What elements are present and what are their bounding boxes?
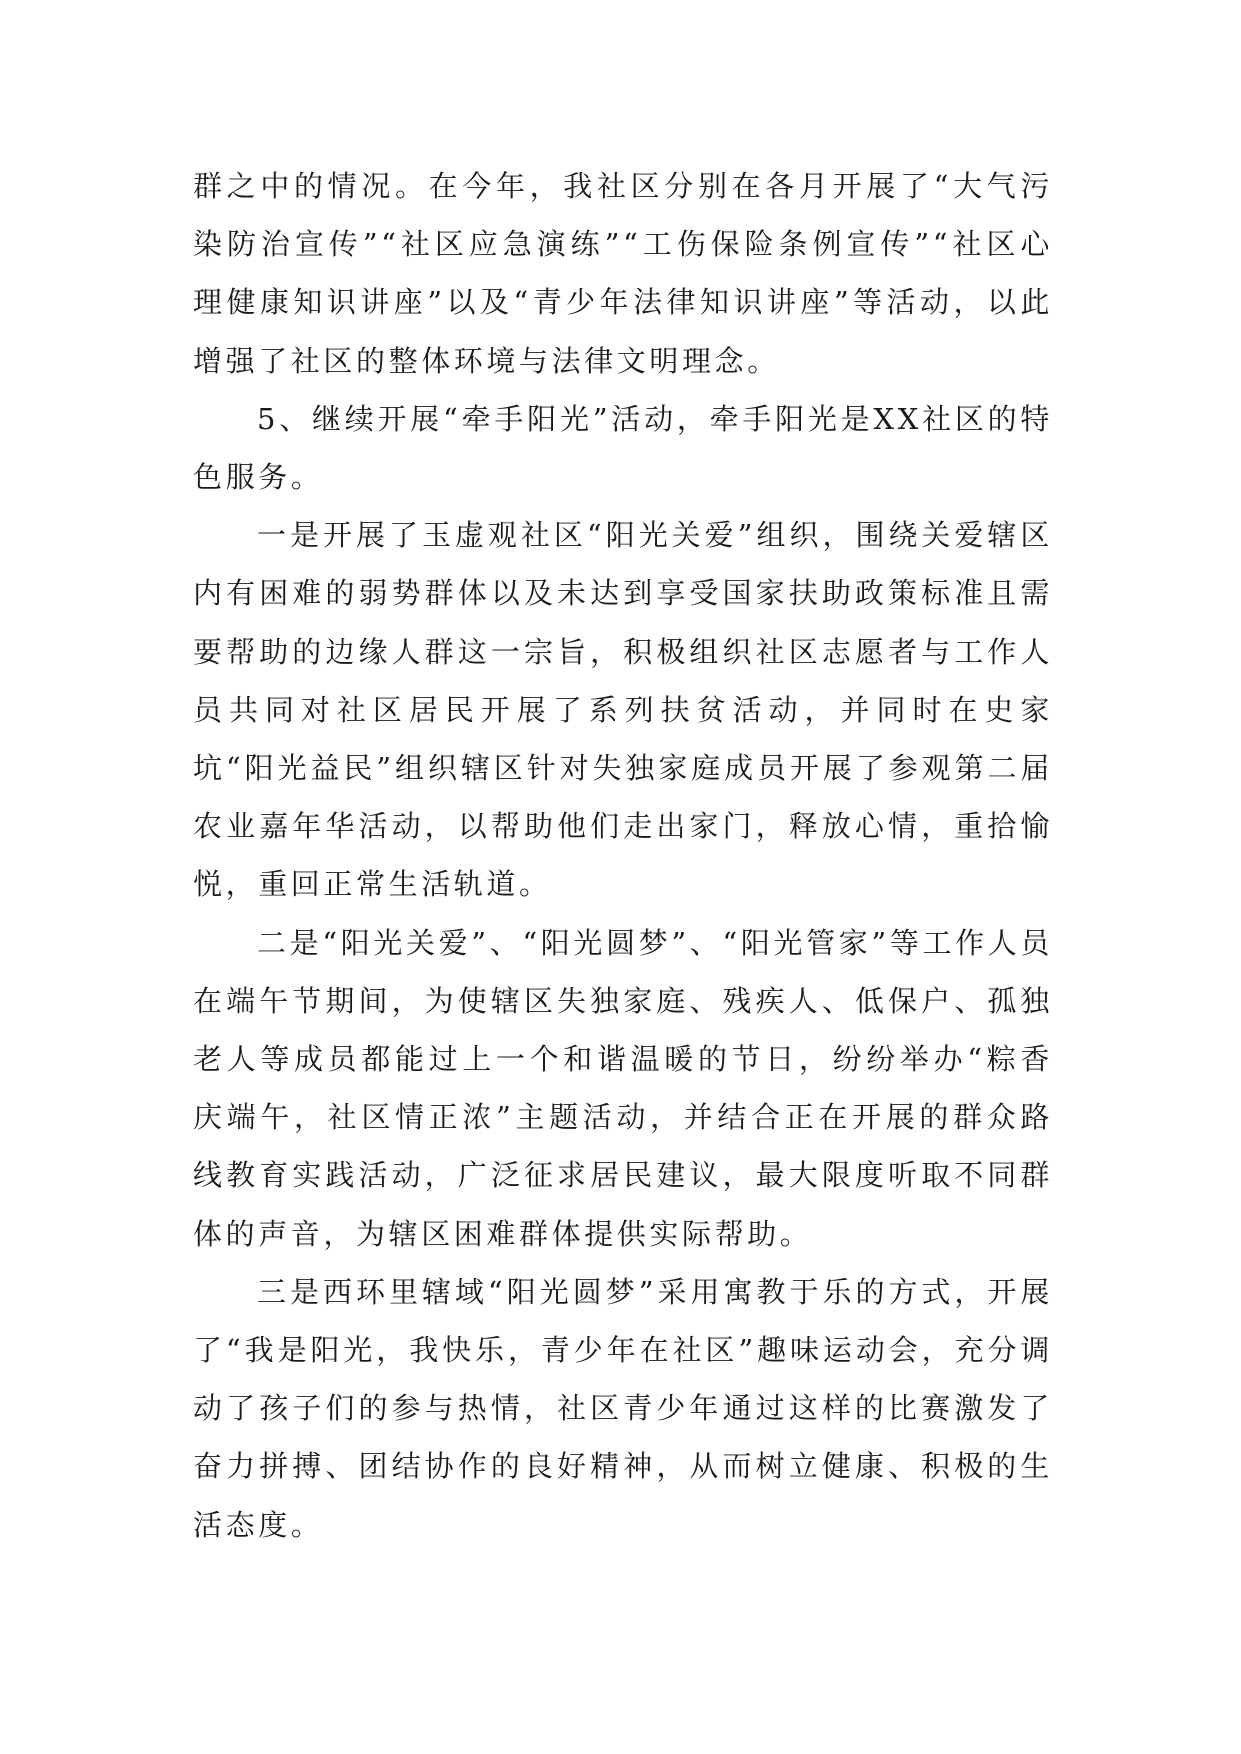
paragraph-continuation: 群之中的情况。在今年，我社区分别在各月开展了“大气污染防治宣传”“社区应急演练”“工伤保险条例宣传”“社区心理健康知识讲座”以及“青少年法律知识讲座”等活动，以此增强了社区的整体环境与法律文明理念。: [193, 169, 1053, 378]
paragraph-item-3: 三是西环里辖域“阳光圆梦”采用寓教于乐的方式，开展了“我是阳光，我快乐，青少年在社区”趣味运动会，充分调动了孩子们的参与热情，社区青少年通过这样的比赛激发了奋力拼搏、团结协作的良好精神，从而树立健康、积极的生活态度。: [193, 1274, 1053, 1542]
paragraph-item-1: 一是开展了玉虚观社区“阳光关爱”组织，围绕关爱辖区内有困难的弱势群体以及未达到享受国家扶助政策标准且需要帮助的边缘人群这一宗旨，积极组织社区志愿者与工作人员共同对社区居民开展了系列扶贫活动，并同时在史家坑“阳光益民”组织辖区针对失独家庭成员开展了参观第二届农业嘉年华活动，以帮助他们走出家门，释放心情，重拾愉悦，重回正常生活轨道。: [193, 518, 1053, 902]
paragraph-item-2: 二是“阳光关爱”、“阳光圆梦”、“阳光管家”等工作人员在端午节期间，为使辖区失独家庭、残疾人、低保户、孤独老人等成员都能过上一个和谐温暖的节日，纷纷举办“粽香庆端午，社区情正浓”主题活动，并结合正在开展的群众路线教育实践活动，广泛征求居民建议，最大限度听取不同群体的声音，为辖区困难群体提供实际帮助。: [193, 925, 1053, 1251]
document-body: [193, 157, 1053, 1554]
paragraph-section-5: 5、继续开展“牵手阳光”活动，牵手阳光是XX社区的特色服务。: [193, 401, 1053, 495]
